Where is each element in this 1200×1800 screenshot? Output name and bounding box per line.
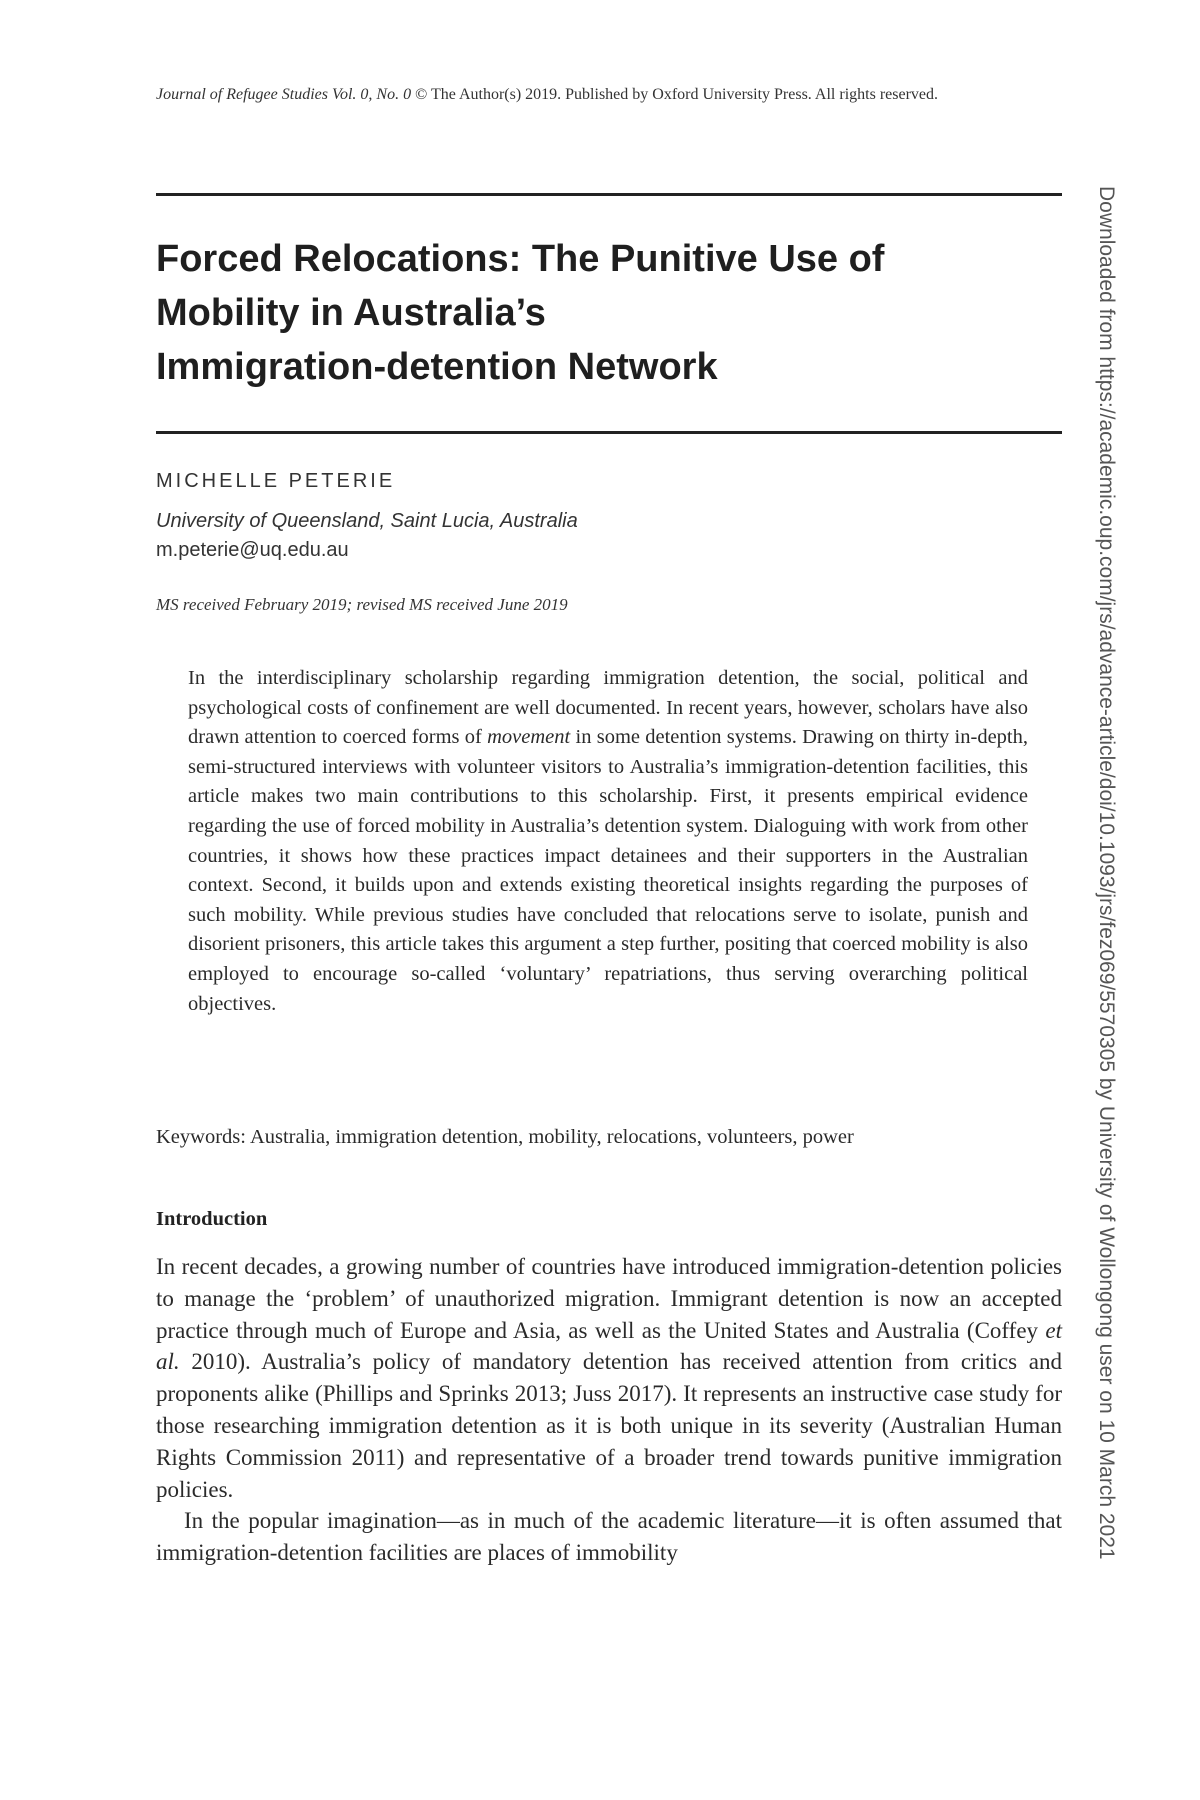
keywords: Keywords: Australia, immigration detention, mobility, relocations, volunteers, power	[156, 1126, 854, 1148]
title-line: Immigration-detention Network	[156, 346, 718, 388]
paragraph-text: 2010). Australia’s policy of mandatory detention has received attention from critics and proponents alike (Phillips and Sprinks 2013; Juss 2017). It represents an instructive case study for those researching immigration detention as it is both unique in its severity (Australian Human Rights Commission 2011) and representative of a broader trend towards punitive immigration policies.	[156, 1349, 1062, 1502]
citation-etal: et al.	[156, 1317, 1062, 1375]
paragraph-text: In recent decades, a growing number of countries have introduced immigration-detention policies to manage the ‘problem’ of unauthorized migration. Immigrant detention is now an accepted practice through much of Europe and Asia, as well as the United States and Australia (Coffey	[156, 1254, 1062, 1343]
author-affiliation: University of Queensland, Saint Lucia, Australia	[156, 510, 578, 532]
title-rule-top	[156, 193, 1062, 196]
abstract-emphasis: movement	[487, 726, 571, 749]
journal-name: Journal of Refugee Studies Vol. 0, No. 0	[156, 86, 412, 103]
paragraph	[156, 1251, 1062, 1505]
section-heading-introduction: Introduction	[156, 1208, 268, 1230]
paragraph: In the popular imagination—as in much of the academic literature—it is often assumed that immigration-detention facilities are places of immobility	[156, 1508, 1062, 1566]
download-watermark: Downloaded from https://academic.oup.com/jrs/advance-article/doi/10.1093/jrs/fez069/5570305 by University of Wollongong user on 10 March 2021	[1095, 186, 1118, 1560]
article-title	[156, 232, 1036, 394]
author-name: MICHELLE PETERIE	[156, 470, 396, 492]
title-line: Forced Relocations: The Punitive Use of	[156, 238, 885, 280]
abstract-text: In the interdisciplinary scholarship regarding immigration detention, the social, political and psychological costs of confinement are well documented. In recent years, however, scholars have also drawn attention to coerced forms of	[188, 667, 1028, 749]
author-email: m.peterie@uq.edu.au	[156, 539, 349, 561]
journal-citation	[156, 84, 1056, 105]
title-rule-bottom	[156, 431, 1062, 434]
received-dates: MS received February 2019; revised MS received June 2019	[156, 595, 568, 614]
introduction-body	[156, 1251, 1062, 1569]
abstract-text: in some detention systems. Drawing on thirty in-depth, semi-structured interviews with volunteer visitors to Australia’s immigration-detention facilities, this article makes two main contributions to this scholarship. First, it presents empirical evidence regarding the use of forced mobility in Australia’s detention system. Dialoguing with work from other countries, it shows how these practices impact detainees and their supporters in the Australian context. Second, it builds upon and extends existing theoretical insights regarding the purposes of such mobility. While previous studies have concluded that relocations serve to isolate, punish and disorient prisoners, this article takes this argument a step further, positing that coerced mobility is also employed to encourage so-called ‘voluntary’ repatriations, thus serving overarching political objectives.	[188, 726, 1028, 1015]
copyright-notice: © The Author(s) 2019. Published by Oxford University Press. All rights reserved.	[411, 86, 938, 103]
abstract	[188, 664, 1028, 1019]
title-line: Mobility in Australia’s	[156, 292, 546, 334]
